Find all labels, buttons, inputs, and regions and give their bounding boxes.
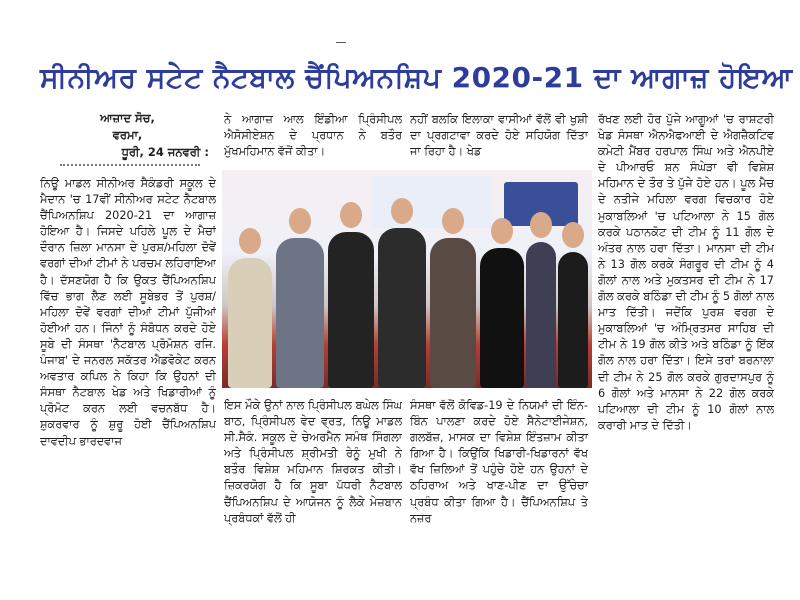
column-2-bottom-text: ਇਸ ਮੌਕੇ ਉਨਾਂ ਨਾਲ ਪ੍ਰਿੰਸੀਪਲ ਬਘੇਲ ਸਿੰਘ ਬਾਠ, ਪ੍ਰਿੰਸੀਪਲ ਵੇਦ ਵ੍ਰਤ, ਨਿਊ ਮਾਡਲ ਸੀ.ਸੈਕੰ. ਸਕੂਲ ਦੇ ਚੇਅਰਮੈਨ ਸਮੰਥ ਸਿੰਗਲਾ ਅਤੇ ਪ੍ਰਿੰਸੀਪਲ ਸ਼੍ਰੀਮਤੀ ਰੇਨੂੰ ਮੁਖੀ ਨੇ ਬਤੌਰ ਵਿਸ਼ੇਸ਼ ਮਹਿਮਾਨ ਸ਼ਿਰਕਤ ਕੀਤੀ। ਜ਼ਿਕਰਯੋਗ ਹੈ ਕਿ ਸੂਬਾ ਪੱਧਰੀ ਨੈਟਬਾਲ ਚੈਂਪਿਅਨਸ਼ਿਪ ਦੇ ਆਯੋਜਨ ਨੂੰ ਲੈਕੇ ਮੇਜ਼ਬਾਨ ਪ੍ਰਬੰਧਕਾਂ ਵੱਲੋਂ ਹੀ: [224, 399, 402, 525]
dateline-city: ਵਰਮਾ,: [112, 128, 143, 142]
photo-person-6: [480, 248, 524, 388]
article-column-3-bottom: [410, 398, 588, 558]
dateline: [40, 110, 215, 161]
dateline-source: ਆਜ਼ਾਦ ਸੋਚ,: [100, 111, 155, 125]
dateline-separator: [60, 164, 200, 166]
photo-person-4-head: [391, 198, 413, 224]
photo-person-1: [228, 258, 272, 388]
photo-person-7-head: [530, 212, 552, 238]
photo-person-2: [276, 238, 324, 388]
event-photo: [222, 170, 592, 388]
headline: ਸੀਨੀਅਰ ਸਟੇਟ ਨੈਟਬਾਲ ਚੈਂਪਿਅਨਸ਼ਿਪ 2020-21 ਦਾ ਆਗਾਜ਼ ਹੋਇਆ: [40, 61, 793, 94]
photo-person-1-head: [239, 228, 261, 254]
column-4-text: ਰੱਖਣ ਲਈ ਹੋਰ ਪੁੱਜੇ ਆਗੂਆਂ 'ਚ ਰਾਸ਼ਟਰੀ ਖੇਡ ਸੰਸਥਾ ਐਨਐਫਆਈ ਦੇ ਐਗਜ਼ੈਕਟਿਵ ਕਮੇਟੀ ਮੈਂਬਰ ਹਰਪਾਲ ਸਿੰਘ ਅਤੇ ਐਨਪੀਏ ਦੇ ਪੀਆਰਓ ਸ਼ਨ ਸੰਘੇੜਾ ਵੀ ਵਿਸ਼ੇਸ਼ ਮਹਿਮਾਨ ਦੇ ਤੌਰ ਤੇ ਪੁੱਜੇ ਹੋਏ ਹਨ। ਪੂਲ ਮੈਚ ਦੇ ਨਤੀਜੇ ਮਹਿਲਾ ਵਰਗ ਵਿਚਕਾਰ ਹੋਏ ਮੁਕਾਬਲਿਆਂ 'ਚ ਪਟਿਆਲਾ ਨੇ 15 ਗੋਲ ਕਰਕੇ ਪਠਾਨਕੋਟ ਦੀ ਟੀਮ ਨੂੰ 11 ਗੋਲ ਦੇ ਅੰਤਰ ਨਾਲ ਹਰਾ ਦਿੱਤਾ। ਮਾਨਸਾ ਦੀ ਟੀਮ ਨੇ 13 ਗੋਲ ਕਰਕੇ ਸੰਗਰੂਰ ਦੀ ਟੀਮ ਨੂੰ 4 ਗੋਲਾਂ ਨਾਲ ਅਤੇ ਮੁਕਤਸਰ ਦੀ ਟੀਮ ਨੇ 17 ਗੋਲ ਕਰਕੇ ਬਠਿੰਡਾ ਦੀ ਟੀਮ ਨੂੰ 5 ਗੋਲਾਂ ਨਾਲ ਮਾਤ ਦਿੱਤੀ। ਜਦੋਂਕਿ ਪੁਰਸ਼ ਵਰਗ ਦੇ ਮੁਕਾਬਲਿਆਂ 'ਚ ਅੰਮ੍ਰਿਤਸਰ ਸਾਹਿਬ ਦੀ ਟੀਮ ਨੇ 19 ਗੋਲ ਕੀਤੇ ਅਤੇ ਬਠਿੰਡਾ ਨੂੰ ਇੱਕ ਗੋਲ ਨਾਲ ਹਰਾ ਦਿੱਤਾ। ਇਸੇ ਤਰਾਂ ਬਰਨਾਲਾ ਦੀ ਟੀਮ ਨੇ 25 ਗੋਲ ਕਰਕੇ ਗੁਰਦਾਸਪੁਰ ਨੂੰ 6 ਗੋਲਾਂ ਅਤੇ ਮਾਨਸਾ ਨੇ 22 ਗੋਲ ਕਰਕੇ ਪਟਿਆਲਾ ਦੀ ਟੀਮ ਨੂੰ 10 ਗੋਲਾਂ ਨਾਲ ਕਰਾਰੀ ਮਾਤ ਦੇ ਦਿੱਤੀ।: [598, 113, 774, 432]
column-1-text: ਨਿਊ ਮਾਡਲ ਸੀਨੀਅਰ ਸੈਕੰਡਰੀ ਸਕੂਲ ਦੇ ਮੈਦਾਨ 'ਚ 17ਵੀਂ ਸੀਨੀਅਰ ਸਟੇਟ ਨੈਟਬਾਲ ਚੈਂਪਿਅਨਸ਼ਿਪ 2020-21 ਦਾ ਆਗਾਜ਼ ਹੋਇਆ ਹੈ। ਜਿਸਦੇ ਪਹਿਲੇ ਪੂਲ ਦੇ ਮੈਚਾਂ ਦੌਰਾਨ ਜ਼ਿਲਾ ਮਾਨਸਾ ਦੇ ਪੁਰਸ਼/ਮਹਿਲਾ ਦੋਵੇਂ ਵਰਗਾਂ ਦੀਆਂ ਟੀਮਾਂ ਨੇ ਪਰਚਮ ਲਹਿਰਾਇਆ ਹੈ। ਦੱਸਣਯੋਗ ਹੈ ਕਿ ਉਕਤ ਚੈਂਪਿਅਨਸ਼ਿਪ ਵਿੱਚ ਭਾਗ ਲੈਣ ਲਈ ਸੂਬੇਭਰ ਤੋਂ ਪੁਰਸ਼/ਮਹਿਲਾ ਦੋਵੇਂ ਵਰਗਾਂ ਦੀਆਂ ਟੀਮਾਂ ਪੁੱਜੀਆਂ ਹੋਈਆਂ ਹਨ। ਜਿੰਨਾਂ ਨੂੰ ਸੰਬੋਧਨ ਕਰਦੇ ਹੋਏ ਸੂਬੇ ਦੀ ਸੰਸਥਾ 'ਨੈਟਬਾਲ ਪ੍ਰੋਮੋਸ਼ਨ ਰਜਿ. ਪੰਜਾਬ' ਦੇ ਜਨਰਲ ਸਕੱਤਰ ਐਡਵੋਕੇਟ ਕਰਨ ਅਵਤਾਰ ਕਪਿਲ ਨੇ ਕਿਹਾ ਕਿ ਉਹਨਾਂ ਦੀ ਸੰਸਥਾ ਨੈਟਬਾਲ ਖੇਡ ਅਤੇ ਖਿਡਾਰੀਆਂ ਨੂੰ ਪ੍ਰੋਮੋਟ ਕਰਨ ਲਈ ਵਚਨਬੱਧ ਹੈ। ਸ਼ੁਕਰਵਾਰ ਨੂੰ ਸ਼ੁਰੂ ਹੋਈ ਚੈਂਪਿਅਨਸ਼ਿਪ ਦਾਵਦੀਪ ਭਾਰਦਵਾਜ: [40, 177, 216, 448]
photo-person-3-head: [340, 202, 362, 228]
photo-person-7: [526, 242, 556, 388]
dateline-place-date: ਧੂਰੀ, 24 ਜਨਵਰੀ :: [121, 145, 209, 159]
article-column-4: [598, 112, 774, 558]
article-column-1: [40, 176, 216, 558]
photo-person-2-head: [289, 208, 311, 234]
photo-person-8: [558, 252, 588, 388]
photo-person-5-head: [442, 208, 464, 234]
article-column-2-bottom: [224, 398, 402, 558]
top-rule-mark: [336, 42, 346, 43]
photo-person-8-head: [562, 222, 584, 248]
column-2-top-text: ਨੇ ਆਗਾਜ਼ ਆਲ ਇੰਡੀਆ ਪ੍ਰਿੰਸੀਪਲ ਐਸੋਸੀਏਸ਼ਨ ਦੇ ਪ੍ਰਧਾਨ ਨੇ ਬਤੌਰ ਮੁੱਖਮਹਿਮਾਨ ਵੱਜੋਂ ਕੀਤਾ।: [224, 113, 402, 159]
photo-person-5: [430, 238, 476, 388]
article-column-2-top: [224, 112, 402, 162]
column-3-bottom-text: ਸੰਸਥਾ ਵੱਲੋਂ ਕੋਵਿਡ-19 ਦੇ ਨਿਯਮਾਂ ਦੀ ਇੰਨ-ਬਿੰਨ ਪਾਲਣਾ ਕਰਦੇ ਹੋਏ ਸੈਨੇਟਾਈਜੇਸ਼ਨ, ਗਲਬੱਜ਼, ਮਾਸਕ ਦਾ ਵਿਸ਼ੇਸ਼ ਇੰਤਜ਼ਾਮ ਕੀਤਾ ਗਿਆ ਹੈ। ਕਿਉਂਕਿ ਖਿਡਾਰੀ-ਖਿਡਾਰਨਾਂ ਵੱਖ ਵੱਖ ਜ਼ਿਲਿਆਂ ਤੋਂ ਪਹੁੰਚੇ ਹੋਏ ਹਨ ਉਹਨਾਂ ਦੇ ਠਹਿਰਾਅ ਅਤੇ ਖਾਣ-ਪੀਣ ਦਾ ਉੱਚੇਚਾ ਪ੍ਰਬੰਧ ਕੀਤਾ ਗਿਆ ਹੈ। ਚੈਂਪਿਅਨਸ਼ਿਪ ਤੇ ਨਜ਼ਰ: [410, 399, 588, 525]
photo-person-6-head: [491, 218, 513, 244]
photo-person-3: [328, 232, 374, 388]
photo-person-4: [378, 228, 426, 388]
photo-backdrop-banner: [372, 176, 492, 228]
article-column-3-top: [410, 112, 588, 162]
column-3-top-text: ਨਹੀਂ ਬਲਕਿ ਇਲਾਕਾ ਵਾਸੀਆਂ ਵੱਲੋਂ ਵੀ ਖੁਸ਼ੀ ਦਾ ਪ੍ਰਗਟਾਵਾ ਕਰਦੇ ਹੋਏ ਸਹਿਯੋਗ ਦਿੱਤਾ ਜਾ ਰਿਹਾ ਹੈ। ਖੇਡ: [410, 113, 588, 159]
